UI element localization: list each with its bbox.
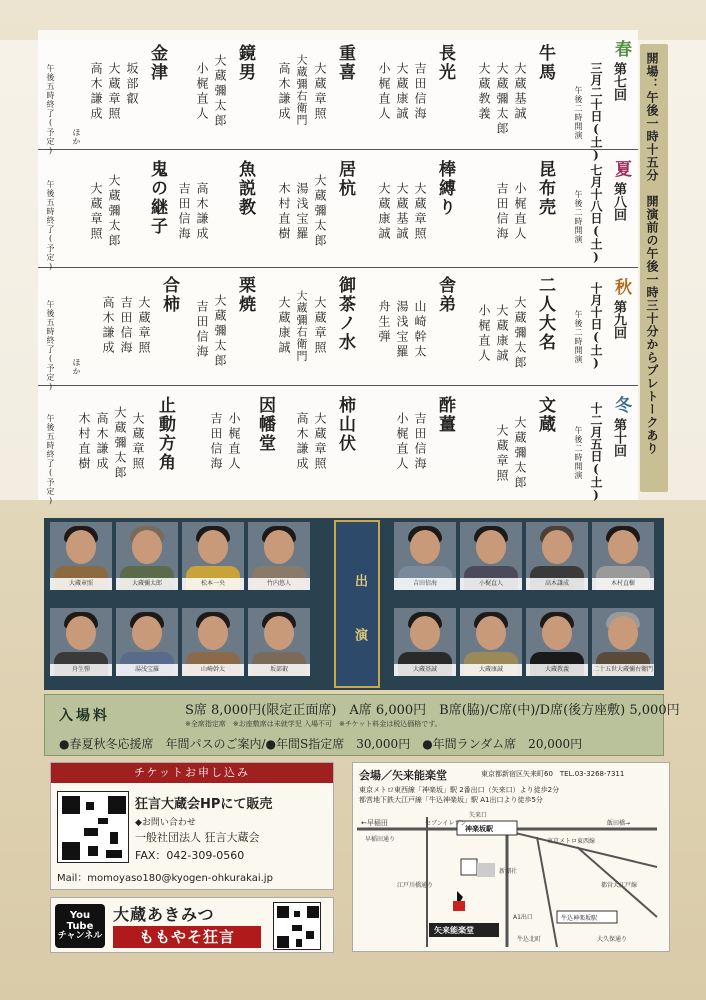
opening-notice: 開場：午後一時十五分 開演前の午後一時三十分からプレトークあり <box>645 52 659 455</box>
performer-photo <box>248 522 310 590</box>
youtube-qr-code[interactable] <box>273 902 321 950</box>
actor: 木村直樹 <box>77 412 91 472</box>
play-title: 御茶ノ水 <box>335 276 355 352</box>
performer-name: 坂部叡 <box>248 664 310 676</box>
actor: 高木謙成 <box>101 296 115 356</box>
actor: 大蔵章照 <box>495 424 509 484</box>
actor: 大蔵章照 <box>137 296 151 356</box>
actor: 大蔵章照 <box>131 412 145 472</box>
channel-name: 大蔵あきみつ <box>113 905 215 924</box>
play-title: 鏡男 <box>235 44 255 82</box>
performer-photo <box>182 608 244 676</box>
actor: 大蔵章照 <box>107 62 121 122</box>
performer-name: 小梶直人 <box>460 578 522 590</box>
performer-name: 大蔵康誠 <box>460 664 522 676</box>
performer-name: 吉田信海 <box>394 578 456 590</box>
access-tozai: 東京メトロ東西線「神楽坂」駅 2番出口（矢来口）より徒歩2分 <box>359 786 560 794</box>
end-time: 午後五時終了(予定) <box>46 64 55 156</box>
actor: 坂部叡 <box>125 62 139 107</box>
performer-name: 舟生弾 <box>50 664 112 676</box>
play-title: 棒縛り <box>435 160 455 217</box>
round-label: 第八回 <box>611 182 626 221</box>
round-label: 第七回 <box>611 62 626 101</box>
map-label-noh-theater: 矢来能楽堂 <box>434 926 474 935</box>
performer-photo <box>116 608 178 676</box>
venue-map <box>357 807 665 947</box>
actor: 小梶直人 <box>513 182 527 242</box>
cast-label-box <box>334 520 380 688</box>
actor: 舟生弾 <box>377 300 391 345</box>
seat-prices: S席 8,000円(限定正面席) A席 6,000円 B席(脇)/C席(中)/D席(後方座敷) 5,000円 <box>185 703 680 718</box>
performer-photo <box>460 608 522 676</box>
contact-label: ◆お問い合わせ <box>135 818 196 828</box>
actor: 小梶直人 <box>227 412 241 472</box>
performer-photo <box>460 522 522 590</box>
play-title: 止動方角 <box>155 396 175 472</box>
actor: 大蔵章照 <box>313 412 327 472</box>
performer-name: 大蔵彌太郎 <box>116 578 178 590</box>
performer-name: 松本一央 <box>182 578 244 590</box>
map-label-shinchosha: 新潮社 <box>499 868 518 875</box>
actor: 吉田信海 <box>495 182 509 242</box>
season-icon-spring: 春 <box>611 40 631 57</box>
actor: 小梶直人 <box>395 412 409 472</box>
round-label: 第九回 <box>611 300 626 339</box>
actor: 大蔵彌右衛門 <box>295 54 308 126</box>
map-label-iidabashi: 飯田橋→ <box>607 820 631 827</box>
price-notes: ※全席指定席 ※お座敷席は未就学児 入場不可 ※チケット料金は税込価格です。 <box>185 720 442 728</box>
actor: 吉田信海 <box>413 62 427 122</box>
play-title: 合柿 <box>159 276 179 314</box>
actor: 大蔵彌太郎 <box>313 174 327 249</box>
date-label: 十二月五日(土) <box>589 402 603 502</box>
extra-note: ほか <box>72 128 81 146</box>
play-title: 因幡堂 <box>255 396 275 453</box>
performer-photo <box>50 608 112 676</box>
youtube-logo-text: You Tube <box>66 910 94 932</box>
play-title: 栗焼 <box>235 276 255 314</box>
actor: 高木謙成 <box>95 412 109 472</box>
play-title: 二人大名 <box>535 276 555 352</box>
channel-label: チャンネル <box>57 931 103 941</box>
play-title: 長光 <box>435 44 455 82</box>
performer-photo <box>50 522 112 590</box>
organization-name: 一般社団法人 狂言大蔵会 <box>135 831 260 844</box>
performer-photo <box>592 522 654 590</box>
start-time: 午後二時開演 <box>574 310 583 364</box>
price-label: 入場料 <box>59 708 110 724</box>
map-label-okubo: 大久保通り <box>597 936 628 943</box>
season-icon-autumn: 秋 <box>611 278 631 295</box>
play-title: 魚説教 <box>235 160 255 217</box>
actor: 大蔵彌右衛門 <box>295 290 308 362</box>
play-title: 舎弟 <box>435 276 455 314</box>
map-label-oedo: 都営大江戸線 <box>601 882 638 889</box>
performer-name: 木村直樹 <box>592 578 654 590</box>
actor: 大蔵彌太郎 <box>213 294 227 369</box>
map-label-waseda: ←早稲田 <box>361 819 388 827</box>
actor: 大蔵彌太郎 <box>513 416 527 491</box>
performer-name: 湯浅宝羅 <box>116 664 178 676</box>
map-label-kagurazaka: 神楽坂駅 <box>465 825 493 833</box>
play-title: 金津 <box>147 44 167 82</box>
performer-photo <box>526 522 588 590</box>
date-label: 七月十八日(土) <box>589 164 603 264</box>
ticket-qr-code[interactable] <box>57 791 129 863</box>
play-title: 居杭 <box>335 160 355 198</box>
fax-number: FAX：042-309-0560 <box>135 849 245 862</box>
venue-box <box>352 762 670 952</box>
play-title: 昆布売 <box>535 160 555 217</box>
performer-photo <box>248 608 310 676</box>
ticket-sale-info: 狂言大蔵会HPにて販売 <box>135 797 273 812</box>
actor: 吉田信海 <box>177 182 191 242</box>
actor: 吉田信海 <box>209 412 223 472</box>
actor: 大蔵彌太郎 <box>213 54 227 129</box>
map-label-edogawabashi: 江戸川橋通り <box>397 882 434 889</box>
performer-photo <box>182 522 244 590</box>
actor: 大蔵彌太郎 <box>513 296 527 371</box>
performer-name: 大蔵基誠 <box>394 664 456 676</box>
play-title: 文蔵 <box>535 396 555 434</box>
email-address[interactable]: Mail：momoyaso180@kyogen-ohkurakai.jp <box>57 873 273 884</box>
actor: 吉田信海 <box>413 412 427 472</box>
youtube-box <box>50 897 334 953</box>
actor: 大蔵康誠 <box>395 62 409 122</box>
play-title: 重喜 <box>335 44 355 82</box>
map-label-yarai-exit: 矢来口 <box>469 812 488 819</box>
annual-pass-prices: ●春夏秋冬応援席 年間パスのご案内/●年間S指定席 30,000円 ●年間ランダム席 20,000円 <box>59 737 583 751</box>
performer-name: 大蔵教義 <box>526 664 588 676</box>
actor: 大蔵章照 <box>313 62 327 122</box>
actor: 大蔵康誠 <box>277 296 291 356</box>
actor: 大蔵康誠 <box>377 182 391 242</box>
performer-name: 高木謙成 <box>526 578 588 590</box>
actor: 木村直樹 <box>277 182 291 242</box>
play-title: 柿山伏 <box>335 396 355 453</box>
cast-label: 出 演 <box>352 574 367 655</box>
performer-photo <box>116 522 178 590</box>
end-time: 午後五時終了(予定) <box>46 414 55 506</box>
performer-photo <box>526 608 588 676</box>
round-label: 第十回 <box>611 418 626 457</box>
play-title: 鬼の継子 <box>147 160 167 236</box>
actor: 湯浅宝羅 <box>295 182 309 242</box>
play-title: 酢薑 <box>435 396 455 434</box>
youtube-logo-icon <box>55 904 105 948</box>
ticket-box <box>50 762 334 890</box>
map-label-ushigome-kagurazaka: 牛込神楽坂駅 <box>561 915 598 922</box>
map-label-a1-exit: A1出口 <box>513 914 533 921</box>
start-time: 午後二時開演 <box>574 190 583 244</box>
actor: 大蔵章照 <box>89 182 103 242</box>
performer-name: 山崎幹太 <box>182 664 244 676</box>
performer-name: 二十五世大蔵彌右衛門 <box>592 664 654 676</box>
actor: 吉田信海 <box>119 296 133 356</box>
actor: 高木謙成 <box>295 412 309 472</box>
start-time: 午後二時開演 <box>574 426 583 480</box>
actor: 山崎幹太 <box>413 300 427 360</box>
venue-title: 会場／矢来能楽堂 <box>359 769 447 782</box>
actor: 大蔵彌太郎 <box>107 174 121 249</box>
actor: 高木謙成 <box>89 62 103 122</box>
performer-name: 竹内悠人 <box>248 578 310 590</box>
access-oedo: 都営地下鉄大江戸線「牛込神楽坂」駅 A1出口より徒歩5分 <box>359 796 543 804</box>
season-icon-winter: 冬 <box>611 396 631 413</box>
date-label: 十月十日(土) <box>589 282 603 370</box>
actor: 小梶直人 <box>377 62 391 122</box>
extra-note: ほか <box>72 358 81 376</box>
actor: 大蔵基誠 <box>513 62 527 122</box>
map-label-7eleven: セブンイレブン <box>425 820 467 827</box>
play-title: 牛馬 <box>535 44 555 82</box>
map-label-ushigome-kitamachi: 牛込北町 <box>517 936 542 943</box>
map-label-tozai: 東京メトロ東西線 <box>547 838 596 845</box>
actor: 小梶直人 <box>477 304 491 364</box>
actor: 大蔵章照 <box>313 296 327 356</box>
performer-photo <box>394 522 456 590</box>
actor: 大蔵彌太郎 <box>495 62 509 137</box>
end-time: 午後五時終了(予定) <box>46 180 55 272</box>
end-time: 午後五時終了(予定) <box>46 300 55 392</box>
performer-name: 大蔵章照 <box>50 578 112 590</box>
channel-subtitle: ももやそ狂言 <box>113 926 261 948</box>
season-icon-summer: 夏 <box>611 160 631 177</box>
venue-address: 東京都新宿区矢来町60 TEL.03-3268-7311 <box>481 770 625 778</box>
actor: 小梶直人 <box>195 62 209 122</box>
actor: 高木謙成 <box>277 62 291 122</box>
actor: 大蔵康誠 <box>495 304 509 364</box>
performer-photo <box>592 608 654 676</box>
actor: 高木謙成 <box>195 182 209 242</box>
actor: 湯浅宝羅 <box>395 300 409 360</box>
actor: 大蔵彌太郎 <box>113 406 127 481</box>
performer-photo <box>394 608 456 676</box>
actor: 大蔵章照 <box>413 182 427 242</box>
actor: 大蔵教義 <box>477 62 491 122</box>
price-panel <box>44 694 680 756</box>
date-label: 三月二十日(土) <box>589 62 603 162</box>
actor: 大蔵基誠 <box>395 182 409 242</box>
map-label-waseda-street: 早稲田通り <box>365 836 396 843</box>
start-time: 午後二時開演 <box>574 86 583 140</box>
actor: 吉田信海 <box>195 300 209 360</box>
ticket-header: チケットお申し込み <box>51 763 333 783</box>
